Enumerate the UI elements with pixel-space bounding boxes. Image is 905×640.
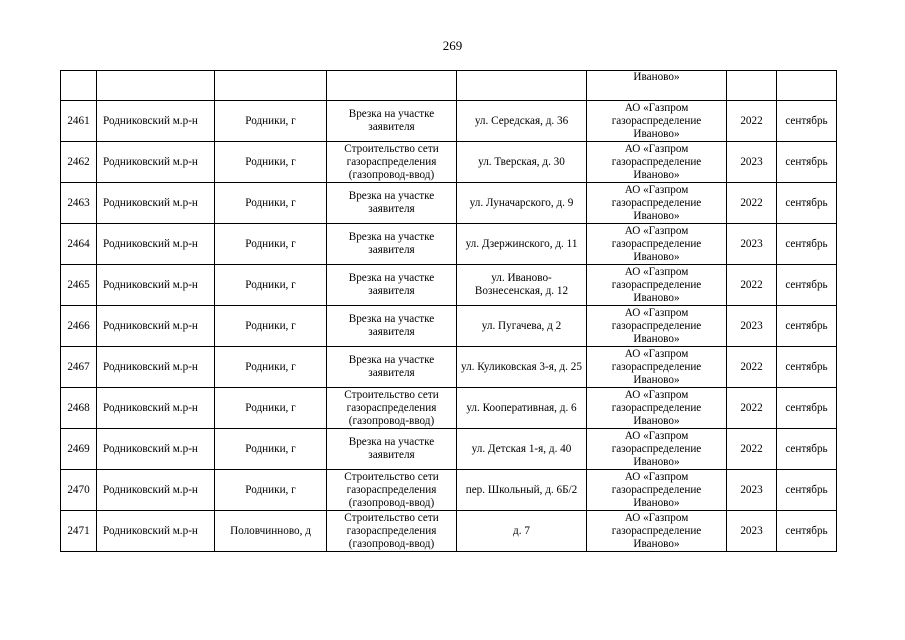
cell-address: ул. Луначарского, д. 9: [457, 183, 587, 224]
cell-org: АО «Газпром газораспределение Иваново»: [587, 142, 727, 183]
cell-work: Врезка на участке заявителя: [327, 265, 457, 306]
carryover-row: [61, 71, 837, 101]
cell-locality: Родники, г: [215, 183, 327, 224]
cell-month: сентябрь: [777, 142, 837, 183]
table-row: [61, 101, 837, 142]
table-row: [61, 306, 837, 347]
cell-month: сентябрь: [777, 388, 837, 429]
cell-locality: Родники, г: [215, 142, 327, 183]
cell-address: пер. Школьный, д. 6Б/2: [457, 470, 587, 511]
cell-month: сентябрь: [777, 429, 837, 470]
table-row: [61, 511, 837, 552]
cell-month: сентябрь: [777, 306, 837, 347]
cell-district: Родниковский м.р-н: [97, 347, 215, 388]
cell-month: [777, 71, 837, 101]
cell-address: ул. Середская, д. 36: [457, 101, 587, 142]
cell-year: 2023: [727, 142, 777, 183]
cell-district: Родниковский м.р-н: [97, 306, 215, 347]
cell-year: 2022: [727, 265, 777, 306]
cell-district: Родниковский м.р-н: [97, 470, 215, 511]
cell-month: сентябрь: [777, 101, 837, 142]
cell-year: 2023: [727, 224, 777, 265]
cell-address: ул. Пугачева, д 2: [457, 306, 587, 347]
cell-month: сентябрь: [777, 470, 837, 511]
cell-month: сентябрь: [777, 183, 837, 224]
cell-address: ул. Кооперативная, д. 6: [457, 388, 587, 429]
cell-address: ул. Тверская, д. 30: [457, 142, 587, 183]
cell-locality: Родники, г: [215, 265, 327, 306]
table-row: [61, 224, 837, 265]
cell-num: 2468: [61, 388, 97, 429]
cell-locality: [215, 71, 327, 101]
cell-district: Родниковский м.р-н: [97, 388, 215, 429]
cell-org: АО «Газпром газораспределение Иваново»: [587, 183, 727, 224]
cell-org: Иваново»: [587, 71, 727, 101]
cell-year: [727, 71, 777, 101]
cell-address: ул. Дзержинского, д. 11: [457, 224, 587, 265]
cell-work: Врезка на участке заявителя: [327, 306, 457, 347]
table-row: [61, 388, 837, 429]
cell-locality: Родники, г: [215, 306, 327, 347]
cell-district: Родниковский м.р-н: [97, 224, 215, 265]
cell-locality: Родники, г: [215, 429, 327, 470]
cell-year: 2022: [727, 101, 777, 142]
cell-year: 2022: [727, 429, 777, 470]
cell-num: 2461: [61, 101, 97, 142]
cell-address: ул. Куликовская 3-я, д. 25: [457, 347, 587, 388]
cell-district: [97, 71, 215, 101]
cell-locality: Половчинново, д: [215, 511, 327, 552]
cell-num: 2467: [61, 347, 97, 388]
cell-locality: Родники, г: [215, 101, 327, 142]
cell-work: Врезка на участке заявителя: [327, 429, 457, 470]
cell-org: АО «Газпром газораспределение Иваново»: [587, 470, 727, 511]
cell-org: АО «Газпром газораспределение Иваново»: [587, 224, 727, 265]
table-row: [61, 347, 837, 388]
cell-month: сентябрь: [777, 511, 837, 552]
cell-org: АО «Газпром газораспределение Иваново»: [587, 347, 727, 388]
cell-num: [61, 71, 97, 101]
cell-org: АО «Газпром газораспределение Иваново»: [587, 429, 727, 470]
cell-org: АО «Газпром газораспределение Иваново»: [587, 388, 727, 429]
cell-num: 2462: [61, 142, 97, 183]
cell-work: Врезка на участке заявителя: [327, 224, 457, 265]
cell-work: Строительство сети газораспределения (газопровод-ввод): [327, 142, 457, 183]
cell-work: Строительство сети газораспределения (газопровод-ввод): [327, 470, 457, 511]
cell-num: 2465: [61, 265, 97, 306]
table-row: [61, 429, 837, 470]
cell-work: Строительство сети газораспределения (газопровод-ввод): [327, 388, 457, 429]
cell-num: 2466: [61, 306, 97, 347]
cell-locality: Родники, г: [215, 347, 327, 388]
cell-district: Родниковский м.р-н: [97, 142, 215, 183]
cell-month: сентябрь: [777, 347, 837, 388]
cell-month: сентябрь: [777, 224, 837, 265]
gasification-table: [60, 70, 837, 552]
table-row: [61, 470, 837, 511]
cell-num: 2470: [61, 470, 97, 511]
cell-num: 2469: [61, 429, 97, 470]
cell-org: АО «Газпром газораспределение Иваново»: [587, 265, 727, 306]
cell-locality: Родники, г: [215, 224, 327, 265]
cell-org: АО «Газпром газораспределение Иваново»: [587, 101, 727, 142]
cell-district: Родниковский м.р-н: [97, 511, 215, 552]
cell-address: ул. Детская 1-я, д. 40: [457, 429, 587, 470]
cell-year: 2022: [727, 183, 777, 224]
cell-address: д. 7: [457, 511, 587, 552]
cell-district: Родниковский м.р-н: [97, 265, 215, 306]
cell-district: Родниковский м.р-н: [97, 429, 215, 470]
page-number: 269: [442, 38, 463, 53]
cell-year: 2023: [727, 511, 777, 552]
table-row: [61, 183, 837, 224]
cell-year: 2023: [727, 470, 777, 511]
cell-month: сентябрь: [777, 265, 837, 306]
cell-locality: Родники, г: [215, 470, 327, 511]
cell-work: Врезка на участке заявителя: [327, 183, 457, 224]
cell-year: 2022: [727, 388, 777, 429]
cell-org: АО «Газпром газораспределение Иваново»: [587, 511, 727, 552]
cell-work: [327, 71, 457, 101]
cell-address: [457, 71, 587, 101]
cell-district: Родниковский м.р-н: [97, 183, 215, 224]
table-row: [61, 265, 837, 306]
table-row: [61, 142, 837, 183]
cell-org: АО «Газпром газораспределение Иваново»: [587, 306, 727, 347]
cell-num: 2471: [61, 511, 97, 552]
cell-num: 2464: [61, 224, 97, 265]
cell-work: Строительство сети газораспределения (газопровод-ввод): [327, 511, 457, 552]
cell-work: Врезка на участке заявителя: [327, 101, 457, 142]
cell-address: ул. Иваново-Вознесенская, д. 12: [457, 265, 587, 306]
cell-work: Врезка на участке заявителя: [327, 347, 457, 388]
cell-year: 2022: [727, 347, 777, 388]
cell-district: Родниковский м.р-н: [97, 101, 215, 142]
cell-year: 2023: [727, 306, 777, 347]
cell-locality: Родники, г: [215, 388, 327, 429]
cell-num: 2463: [61, 183, 97, 224]
